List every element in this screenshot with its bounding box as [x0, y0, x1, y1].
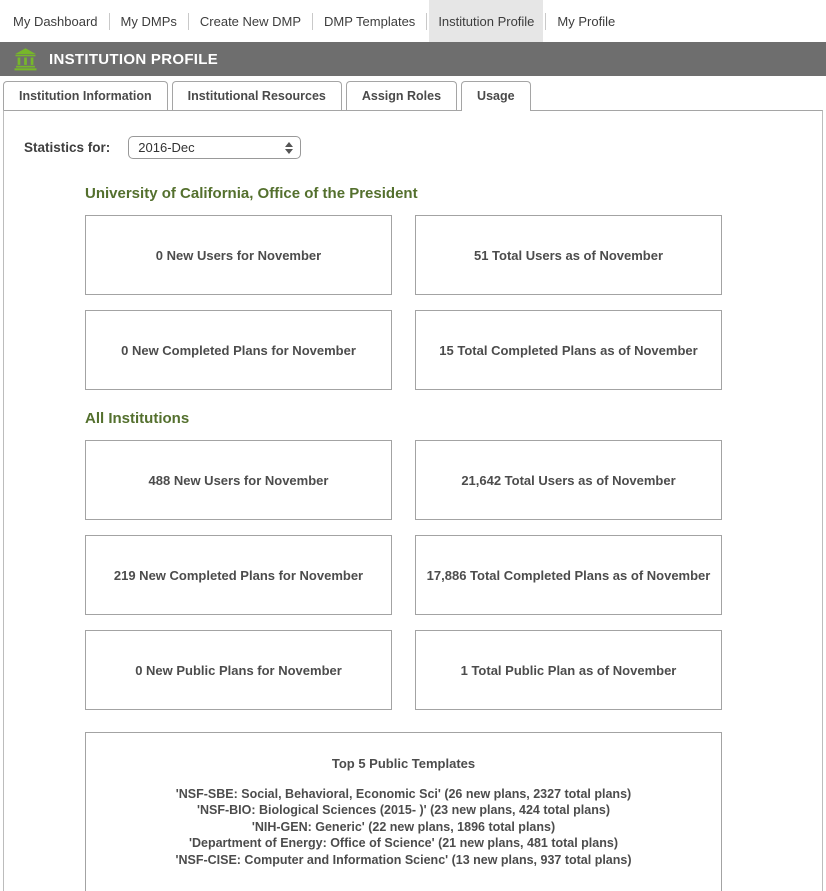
nav-separator — [312, 13, 313, 30]
stat-box-new-completed-plans: 0 New Completed Plans for November — [85, 310, 392, 390]
statistics-period-select[interactable] — [128, 136, 301, 159]
tab-assign-roles[interactable]: Assign Roles — [346, 81, 457, 110]
usage-panel — [3, 110, 823, 891]
tab-institution-information[interactable]: Institution Information — [3, 81, 168, 110]
tab-institutional-resources[interactable]: Institutional Resources — [172, 81, 342, 110]
nav-create-new-dmp[interactable]: Create New DMP — [199, 13, 302, 29]
stat-box-new-users: 0 New Users for November — [85, 215, 392, 295]
page-title: INSTITUTION PROFILE — [49, 50, 219, 68]
nav-separator — [109, 13, 110, 30]
top-templates-box — [85, 732, 722, 891]
institution-icon — [13, 47, 40, 72]
nav-institution-profile[interactable]: Institution Profile — [429, 0, 543, 42]
stat-box-new-public-plans: 0 New Public Plans for November — [85, 630, 392, 710]
stat-box-total-completed-plans: 17,886 Total Completed Plans as of November — [415, 535, 722, 615]
tab-bar — [0, 76, 826, 110]
nav-separator — [188, 13, 189, 30]
stat-box-new-completed-plans: 219 New Completed Plans for November — [85, 535, 392, 615]
top-template-item: 'NSF-BIO: Biological Sciences (2015- )' (23 new plans, 424 total plans) — [196, 803, 610, 818]
page-header — [0, 42, 826, 76]
top-template-item: 'NIH-GEN: Generic' (22 new plans, 1896 total plans) — [251, 819, 556, 834]
all-institutions-stats-grid — [85, 440, 722, 710]
top-nav — [0, 0, 826, 42]
nav-separator — [545, 13, 546, 30]
nav-my-profile[interactable]: My Profile — [557, 13, 616, 29]
nav-my-dmps[interactable]: My DMPs — [120, 13, 177, 29]
stat-box-total-users: 51 Total Users as of November — [415, 215, 722, 295]
stat-box-total-public-plans: 1 Total Public Plan as of November — [415, 630, 722, 710]
top-template-item: 'NSF-CISE: Computer and Information Scienc' (13 new plans, 937 total plans) — [175, 852, 632, 867]
nav-dmp-templates[interactable]: DMP Templates — [324, 13, 416, 29]
institution-stats-grid — [85, 215, 722, 390]
section-heading-institution: University of California, Office of the President — [85, 185, 418, 202]
select-stepper-icon — [285, 142, 293, 154]
nav-separator — [426, 13, 427, 30]
statistics-filter-row — [4, 111, 822, 159]
stat-box-new-users: 488 New Users for November — [85, 440, 392, 520]
statistics-for-label: Statistics for: — [24, 140, 111, 155]
section-heading-all-institutions: All Institutions — [85, 410, 190, 427]
stat-box-total-users: 21,642 Total Users as of November — [415, 440, 722, 520]
stat-box-total-completed-plans: 15 Total Completed Plans as of November — [415, 310, 722, 390]
nav-my-dashboard[interactable]: My Dashboard — [13, 13, 98, 29]
selected-period-value: 2016-Dec — [138, 140, 195, 155]
top-templates-title: Top 5 Public Templates — [331, 755, 476, 771]
tab-usage[interactable]: Usage — [461, 81, 531, 111]
top-template-item: 'Department of Energy: Office of Science' (21 new plans, 481 total plans) — [189, 836, 618, 851]
top-template-item: 'NSF-SBE: Social, Behavioral, Economic Sci' (26 new plans, 2327 total plans) — [175, 786, 632, 801]
